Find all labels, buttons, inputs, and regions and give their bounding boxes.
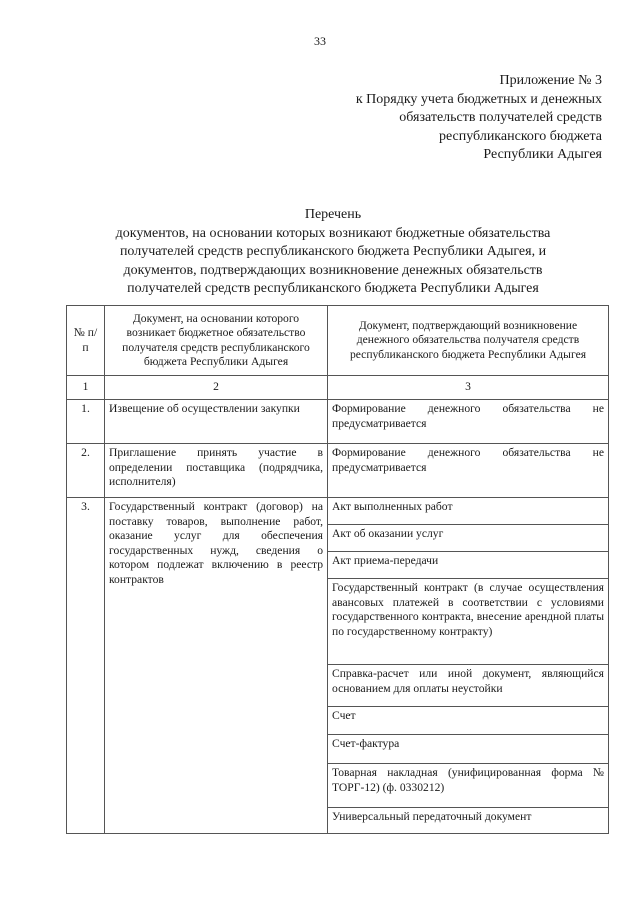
confirm-item: Акт выполненных работ <box>328 498 609 525</box>
row-basis: Извещение об осуществлении закупки <box>105 400 328 444</box>
row-num: 2. <box>67 444 105 498</box>
confirm-item: Счет-фактура <box>328 735 609 764</box>
title-line: документов, на основании которых возникают бюджетные обязательства <box>115 225 551 241</box>
header-num: № п/п <box>67 306 105 376</box>
appendix-block <box>356 72 602 165</box>
row-num: 1. <box>67 400 105 444</box>
col-number: 2 <box>105 376 328 400</box>
documents-table <box>66 305 609 834</box>
confirm-item: Акт приема-передачи <box>328 552 609 579</box>
row-basis: Приглашение принять участие в определении поставщика (подрядчика, исполнителя) <box>105 444 328 498</box>
confirm-item: Акт об оказании услуг <box>328 525 609 552</box>
col-number: 3 <box>328 376 609 400</box>
page-number: 33 <box>314 34 326 48</box>
col-number: 1 <box>67 376 105 400</box>
table-row <box>67 444 609 498</box>
appendix-line: к Порядку учета бюджетных и денежных <box>355 91 602 107</box>
row-confirm: Формирование денежного обязательства не предусматривается <box>328 400 609 444</box>
table-row <box>67 400 609 444</box>
confirm-item: Государственный контракт (в случае осуществления авансовых платежей в соответствии с условиями государственного контракта, внесение арендной платы по государственному контракту) <box>328 579 609 665</box>
column-numbers-row <box>67 376 609 400</box>
confirm-item: Справка-расчет или иной документ, являющийся основанием для оплаты неустойки <box>328 665 609 707</box>
row-basis: Государственный контракт (договор) на поставку товаров, выполнение работ, оказание услуг для обеспечения государственных нужд, сведения о котором подлежат включению в реестр контрактов <box>105 498 328 834</box>
title-line: получателей средств республиканского бюджета Республики Адыгея <box>127 281 539 296</box>
row-confirm: Формирование денежного обязательства не предусматривается <box>328 444 609 498</box>
row-num: 3. <box>67 498 105 834</box>
title-heading: Перечень <box>304 207 362 222</box>
confirm-item: Счет <box>328 707 609 735</box>
list-title <box>58 206 608 299</box>
header-doc-basis: Документ, на основании которого возникает бюджетное обязательство получателя средств республиканского бюджета Республики Адыгея <box>105 306 328 376</box>
table-row <box>67 498 609 525</box>
header-doc-confirm: Документ, подтверждающий возникновение денежного обязательства получателя средств республиканского бюджета Республики Адыгея <box>328 306 609 376</box>
confirm-item: Универсальный передаточный документ <box>328 808 609 834</box>
title-line: документов, подтверждающих возникновение денежных обязательств <box>123 262 543 278</box>
title-line: получателей средств республиканского бюджета Республики Адыгея, и <box>119 244 547 259</box>
appendix-line: Республики Адыгея <box>483 147 602 162</box>
appendix-line: Приложение № 3 <box>499 73 602 88</box>
table-header-row <box>67 306 609 376</box>
appendix-line: обязательств получателей средств <box>399 110 602 125</box>
appendix-line: республиканского бюджета <box>438 128 602 144</box>
confirm-item: Товарная накладная (унифицированная форма № ТОРГ-12) (ф. 0330212) <box>328 764 609 808</box>
